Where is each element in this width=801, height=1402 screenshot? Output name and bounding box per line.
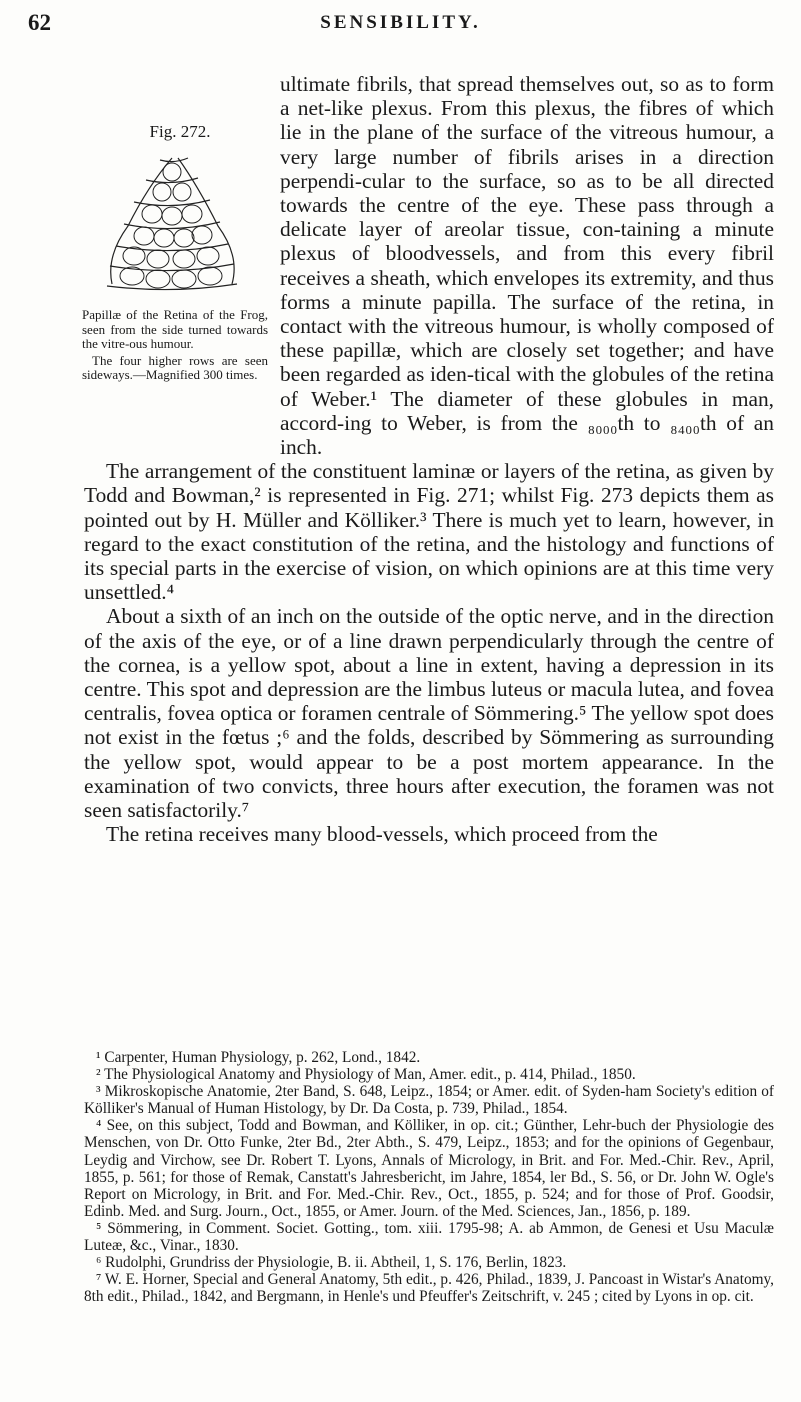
paragraph-2: The arrangement of the constituent laminæ or layers of the retina, as given by Todd and Bowman,² is represented in Fig. 271; whilst Fig. 273 depicts them as pointed out by H. Müller and Kölliker.³ There is much yet to learn, however, in regard to the exact constitution of the retina, and the histology and functions of its special parts in the exercise of vision, on which opinions are at this time very unsettled.⁴ [84,459,774,605]
footnote-5: ⁵ Sömmering, in Comment. Societ. Gotting., tom. xiii. 1795-98; A. ab Ammon, de Genesi et Usu Maculæ Luteæ, &c., Vinar., 1830. [84,1219,774,1255]
retina-papillae-illustration [102,146,242,296]
figure-label: Fig. 272. [149,122,211,141]
footnote-7: ⁷ W. E. Horner, Special and General Anatomy, 5th edit., p. 426, Philad., 1839, J. Pancoast in Wistar's Anatomy, 8th edit., Philad., 1842, and Bergmann, in Henle's und Pfeuffer's Zeitschrift, v. 245 ; cited by Lyons in op. cit. [84,1271,774,1306]
running-head: SENSIBILITY. [320,12,481,33]
paragraph-4: The retina receives many blood-vessels, which proceed from the [106,822,658,847]
page-number: 62 [28,10,51,35]
footnote-4: ⁴ See, on this subject, Todd and Bowman, and Kölliker, in op. cit.; Günther, Lehr-buch der Physiologie des Menschen, von Dr. Otto Funke, 2ter Bd., 2ter Abth., S. 479, Leipz., 1853; and for the opinions of Gegenbaur, Leydig and Virchow, see Dr. Robert T. Lyons, Annals of Micrology, in Brit. and For. Med.-Chir. Rev., April, 1855, p. 561; for those of Remak, Canstatt's Jahresbericht, im Jahre, 1854, ler Bd., S. 56, or Dr. John W. Ogle's Report on Micrology, in Brit. and For. Med.-Chir. Rev., Oct., 1855, p. 524; and for those of Prof. Goodsir, Edinb. Med. and Surg. Journ., Oct., 1855, or Amer. Journ. of the Med. Sciences, Jan., 1856, p. 189. [84,1117,774,1220]
footnotes [84,1049,774,1305]
figure-caption [82,308,268,383]
main-text [84,72,774,847]
caption-line-2: The four higher rows are seen sideways.—Magnified 300 times. [82,352,268,382]
footnote-2: ² The Physiological Anatomy and Physiology of Man, Amer. edit., p. 414, Philad., 1850. [96,1066,636,1084]
footnote-1: ¹ Carpenter, Human Physiology, p. 262, Lond., 1842. [96,1049,421,1066]
figure-272 [82,122,268,446]
paragraph-1: ultimate fibrils, that spread themselves out, so as to form a net-like plexus. From this plexus, the fibres of which lie in the plane of the surface of the vitreous humour, a very large number of fibrils arises in a direction perpendi-cular to the surface, so as to be all directed towards the centre of the eye. These pass through a delicate layer of areolar tissue, con-taining a minute plexus of bloodvessels, and from this every fibril receives a sheath, which envelopes its extremity, and thus forms a minute papilla. The surface of the retina, in contact with the vitreous humour, is wholly composed of these papillæ, which are closely set together; and have been regarded as iden-tical with the globules of the retina of Weber.¹ The diameter of these globules in man, accord-ing to Weber, is from the ₈₀₀₀th to ₈₄₀₀th of an inch. [280,72,774,460]
paragraph-3: About a sixth of an inch on the outside of the optic nerve, and in the direction of the axis of the eye, or of a line drawn perpendicularly through the centre of the cornea, is a yellow spot, about a line in extent, having a depression in its centre. This spot and depression are the limbus luteus or macula lutea, and fovea centralis, fovea optica or foramen centrale of Sömmering.⁵ The yellow spot does not exist in the fœtus ;⁶ and the folds, described by Sömmering as surrounding the yellow spot, would appear to be a post mortem appearance. In the examination of two convicts, three hours after execution, the foramen was not seen satisfactorily.⁷ [84,604,774,823]
footnote-6: ⁶ Rudolphi, Grundriss der Physiologie, B. ii. Abtheil, 1, S. 176, Berlin, 1823. [96,1254,567,1272]
caption-line-1: Papillæ of the Retina of the Frog, seen from the side turned towards the vitre-ous humour. [82,307,268,351]
page-header [28,10,773,38]
footnote-3: ³ Mikroskopische Anatomie, 2ter Band, S. 648, Leipz., 1854; or Amer. edit. of Syden-ham Society's edition of Kölliker's Manual of Human Histology, by Dr. Da Costa, p. 739, Philad., 1854. [84,1083,774,1118]
